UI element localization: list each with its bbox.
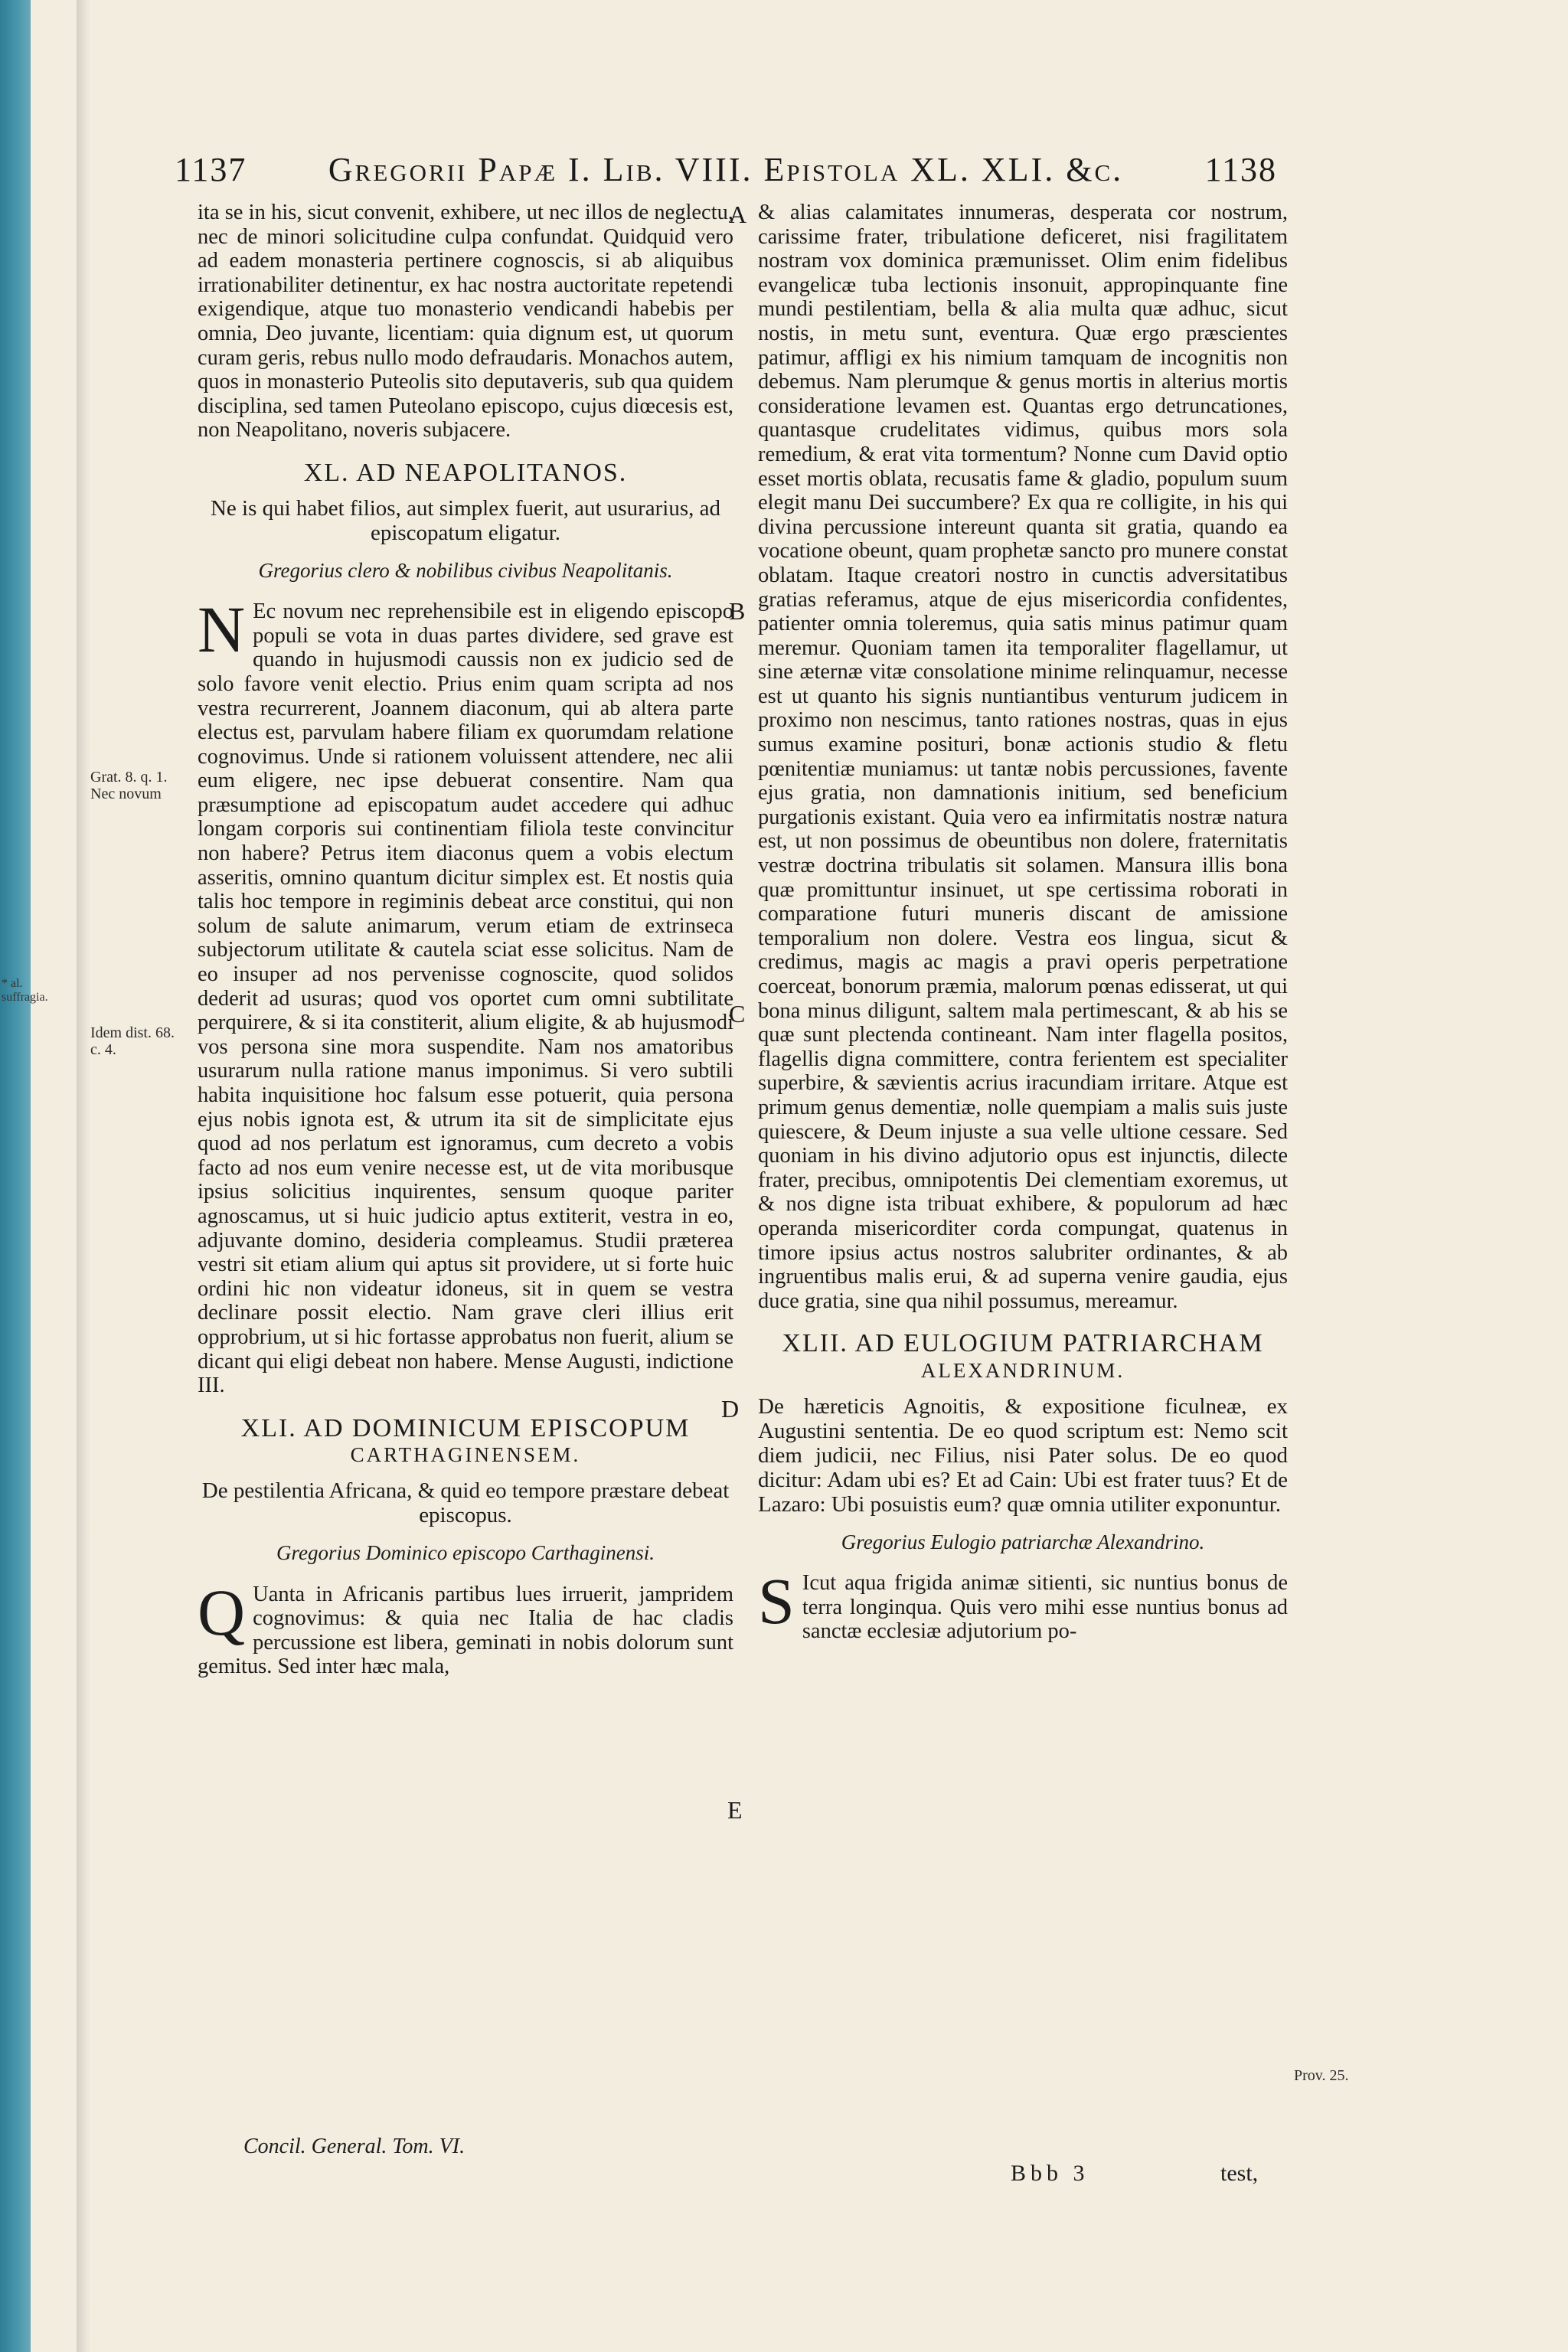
margin-note-grat: Grat. 8. q. 1. Nec novum [90, 769, 168, 802]
binding-gutter [0, 0, 31, 2352]
continued-paragraph: & alias calamitates innumeras, desperata cor nostrum, carissime frater, tribulatione deficeret, nisi fragilitatem nostram vox dominica præmunisset. Olim enim fidelibus evangelicæ tuba lectionis insonuit, appropinquante fine mundi pestilentiam, bella & alia multa quæ adhuc, sicut nostis, in metu sunt, eventura. Quæ ergo præscientes patimur, affligi ex his nimium tamquam de incognitis non debemus. Nam plerumque & genus mortis in alterius mortis consideratione levamen est. Quantas ergo detruncationes, quantasque crudelitates vidimus, quibus mors sola remedium, & erat vita tormentum? Nonne cum David optio esset mortis oblata, recusatis fame & gladio, populum suum elegit manu Dei succumbere? Ex qua re colligite, in his qui divina percussione intereunt quanta sit gratia, quando ea vocatione obeunt, quam prophetæ sancto pro munere constat oblatam. Itaque creatori nostro in cunctis adversitatibus gratias referamus, atque de ejus misericordia confidentes, patienter omnia toleremus, quia satis minus patimur quam meremur. Quoniam tamen ita temporaliter flagellamur, ut sine æternæ vitæ consolatione minime relinquamur, necesse est ut quanto his signis nuntiantibus venturum judicem in proximo non nescimus, tanto rationes nostras, quas in ejus sumus examine posituri, bonæ actionis studio & fletu pœnitentiæ muniamus: ut tantæ nobis percussiones, favente ejus gratia, non damnationis initium, sed beneficium purgationis existant. Quia vero ea infirmitatis nostræ natura est, ut non possimus de obeuntibus non dolere, fraternitatis vestræ doctrina tribulatis sit solamen. Mansura illis bona quæ promittuntur insinuet, ut spe certissima roborati in comparatione futuri muneris discant de amissione temporalium non dolere. Vestra eos lingua, sicut & credimus, magis ac magis a pravi operis perpetratione coerceat, bonorum præmia, malorum pœnas edisserat, ut qui bona minus diligunt, saltem mala pertimescant, & ab his se quæ sunt plectenda contineant. Nam inter flagella positos, flagellis digna committere, contra ferientem est specialiter superbire, & sævientis acrius iracundiam irritare. Atque est primum genus dementiæ, nolle quempiam a malis suis juste quiescere, & Deum injuste a sua velle ultione cessare. Sed quoniam in his divino adjutorio opus est injunctis, dilecte frater, precibus, omnipotentis Dei clementiam exoremus, ut & nos digne ista tribuat exhibere, & populorum ad hæc operanda misericorditer corda compungat, quatenus in timore ipsius actus nostros salubriter ordinantes, & ab ingruentibus malis erui, & ad superna venire gaudia, ejus duce gratia, sine qua nihil possumus, mereamur. [758, 201, 1288, 1313]
running-title: Gregorii Papæ I. Lib. VIII. Epistola XL. XLI. &c. [328, 151, 1124, 188]
right-column [758, 201, 1288, 1644]
footer-volume: Concil. General. Tom. VI. [243, 2135, 466, 2158]
epistle-42-text [758, 1564, 1288, 1644]
running-header [175, 150, 1277, 196]
opening-paragraph: ita se in his, sicut convenit, exhibere, ut nec illos de neglectu, nec de minori solicitudine culpa confundat. Quidquid vero ad eadem monasteria pertinere cognoscis, si ab aliquibus irrationabiliter detinentur, ex hac nostra auctoritate repetendi exigendique, atque tuo monasterio vendicandi habebis per omnia, Deo juvante, licentiam: quia dignum est, ut quorum curam geris, rebus nullo modo defraudaris. Monachos autem, quos in monasterio Puteolis sito deputaveris, sub qua quidem disciplina, sed tamen Puteolano episcopo, cujus diœcesis est, non Neapolitano, noveris subjacere. [198, 201, 733, 443]
epistle-42-body: Icut aqua frigida animæ sitienti, sic nuntius bonus de terra longinqua. Quis vero mihi esse nuntius bonus ad sanctæ ecclesiæ adjutorium po- [802, 1571, 1288, 1644]
section-letter-d: D [721, 1395, 740, 1423]
epistle-41-title: XLI. AD DOMINICUM EPISCOPUM [240, 1413, 691, 1442]
epistle-42-summary: De hæreticis Agnoitis, & expositione ficulneæ, ex Augustini sententia. De eo quod scriptum est: Nemo scit diem judicii, nec Filius, nisi Pater solus. De eo quod dicitur: Adam ubi es? Et ad Cain: Ubi est frater tuus? Et de Lazaro: Ubi posuistis eum? quæ omnia utiliter exponuntur. [758, 1393, 1288, 1517]
epistle-41-salutation: Gregorius Dominico episcopo Carthaginensi. [276, 1540, 655, 1564]
dropcap-s: S [758, 1564, 795, 1638]
edge-note: * al. suffragia. [2, 977, 48, 1004]
margin-note-prov: Prov. 25. [1294, 2067, 1349, 2084]
epistle-40-body: Ec novum nec reprehensibile est in eligendo episcopo populi se vota in duas partes dividere, sed grave est quando in hujusmodi caussis non ex judicio sed de solo favore venit electio. Prius enim quam scripta ad nos vestra recurrerent, Joannem diaconum, qui ab altera parte electus est, parvulam habere filiam ex quorumdam relatione cognovimus. Unde si rationem voluissent attendere, nec alii eum eligere, nec ipse debuerat consentire. Nam qua præsumptione ad episcopatum audet accedere qui adhuc longam corporis sui continentiam filiola teste convincitur non habere? Petrus item diaconus quem a vobis electum asseritis, omnino quantum dicitur simplex est. Et nostis quia talis hoc tempore in regiminis debeat arce constitui, qui non solum de salute animarum, verum etiam de extrinseca subjectorum utilitate & cautela sciat esse solicitus. Nam de eo insuper ad nos pervenisse cognoscite, quod solidos dederit ad usuras; quod vos oportet cum omni subtilitate perquirere, & si ita constiterit, alium eligite, & ab hujusmodi vos persona sine mora suspendite. Nam nos amatoribus usurarum nulla ratione manus imponimus. Si vero subtili habita inquisitione hoc falsum esse potuerit, quia persona ejus nobis ignota est, & utrum ita sit de simplicitate ejus quod ad nos perlatum est ignoramus, cum decreto a vobis facto ad nos eum venire necesse est, ut de vita moribusque ipsius solicitius inquirentes, sensum quoque pariter agnoscamus, ut si huic judicio aptus extiterit, vestra in eo, adjuvante domino, desideria compleamus. Studii præterea vestri sit etiam alium qui aptus sit providere, ut si forte huic ordini hic non videatur idoneus, sit in quem se vestra declinare possit electio. Nam grave cleri illius erit opprobrium, ut si hic fortasse approbatus non fuerit, alium se dicant qui eligi debeat non habere. Mense Augusti, indictione III. [198, 599, 733, 1398]
section-letter-e: E [727, 1796, 743, 1824]
epistle-40-salutation: Gregorius clero & nobilibus civibus Neapolitanis. [258, 558, 673, 582]
footer-catchword: test, [1220, 2161, 1259, 2186]
epistle-40-title: XL. AD NEAPOLITANOS. [303, 458, 628, 487]
dropcap-q: Q [198, 1575, 246, 1649]
epistle-42-subtitle: ALEXANDRINUM. [920, 1358, 1125, 1382]
footer-signature: Bbb 3 [1011, 2161, 1089, 2186]
section-letter-c: C [729, 1000, 746, 1027]
epistle-40-text [198, 593, 733, 1398]
page-number-left: 1137 [175, 151, 247, 188]
left-column [198, 201, 733, 1679]
epistle-41-body: Uanta in Africanis partibus lues irruerit, jampridem cognovimus: & quia nec Italia de hac cladis percussione est libera, geminati in nobis dolorum sunt gemitus. Sed inter hæc mala, [198, 1582, 733, 1679]
section-letter-b: B [729, 597, 746, 625]
epistle-42-title: XLII. AD EULOGIUM PATRIARCHAM [782, 1329, 1264, 1358]
page-number-right: 1138 [1204, 151, 1277, 188]
section-letter-a: A [729, 201, 747, 228]
dropcap-n: N [198, 593, 246, 667]
epistle-40-summary: Ne is qui habet filios, aut simplex fuerit, aut usurarius, ad episcopatum eligatur. [210, 495, 721, 545]
epistle-42-salutation: Gregorius Eulogio patriarchæ Alexandrino. [841, 1530, 1205, 1553]
epistle-41-summary: De pestilentia Africana, & quid eo tempore præstare debeat episcopus. [201, 1478, 730, 1527]
epistle-41-subtitle: CARTHAGINENSEM. [350, 1443, 581, 1467]
epistle-41-text [198, 1575, 733, 1679]
margin-note-idem: Idem dist. 68. c. 4. [90, 1024, 175, 1058]
spine-shadow [77, 0, 90, 2352]
